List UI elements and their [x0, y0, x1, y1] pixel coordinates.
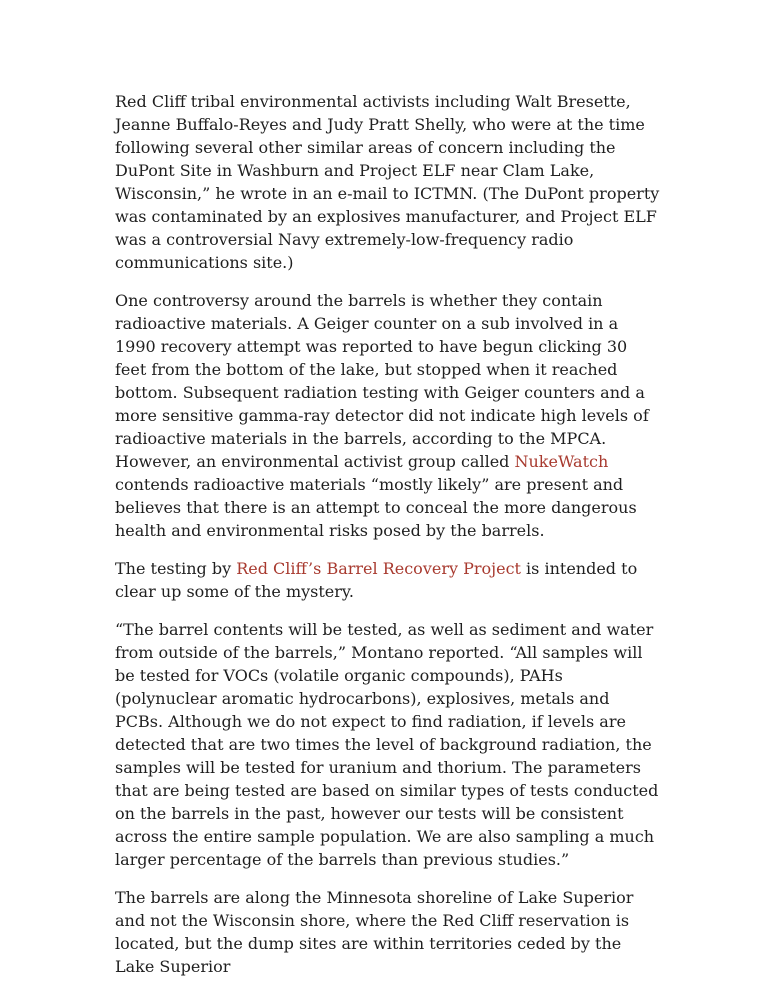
paragraph-text: The testing by	[115, 559, 237, 578]
barrel-recovery-project-link[interactable]: Red Cliff’s Barrel Recovery Project	[236, 559, 521, 578]
paragraph-2	[115, 289, 662, 542]
paragraph-text: Red Cliff tribal environmental activists including Walt Bresette, Jeanne Buffalo-Reyes and Judy Pratt Shelly, who were at the time following several other similar areas of concern including the DuPont Site in Washburn and Project ELF near Clam Lake, Wisconsin,” he wrote in an e-mail to ICTMN. (The DuPont property was contaminated by an explosives manufacturer, and Project ELF was a controversial Navy extremely-low-frequency radio communications site.)	[115, 92, 660, 272]
article-body	[115, 90, 662, 993]
paragraph-text: contends radioactive materials “mostly likely” are present and believes that there is an attempt to conceal the more dangerous health and environmental risks posed by the barrels.	[115, 475, 637, 540]
paragraph-text: is intended to clear up some of the mystery.	[115, 559, 638, 601]
paragraph-4	[115, 618, 662, 871]
paragraph-1	[115, 90, 662, 274]
paragraph-text: One controversy around the barrels is whether they contain radioactive materials. A Geiger counter on a sub involved in a 1990 recovery attempt was reported to have begun clicking 30 feet from the bottom of the lake, but stopped when it reached bottom. Subsequent radiation testing with Geiger counters and a more sensitive gamma-ray detector did not indicate high levels of radioactive materials in the barrels, according to the MPCA. However, an environmental activist group called	[115, 291, 649, 471]
nukewatch-link[interactable]: NukeWatch	[514, 452, 609, 471]
paragraph-3	[115, 557, 662, 603]
paragraph-5	[115, 886, 662, 978]
paragraph-text: “The barrel contents will be tested, as well as sediment and water from outside of the barrels,” Montano reported. “All samples will be tested for VOCs (volatile organic compounds), PAHs (polynuclear aromatic hydrocarbons), explosives, metals and PCBs. Although we do not expect to find radiation, if levels are detected that are two times the level of background radiation, the samples will be tested for uranium and thorium. The parameters that are being tested are based on similar types of tests conducted on the barrels in the past, however our tests will be consistent across the entire sample population. We are also sampling a much larger percentage of the barrels than previous studies.”	[115, 620, 659, 869]
paragraph-text: The barrels are along the Minnesota shoreline of Lake Superior and not the Wisconsin shore, where the Red Cliff reservation is located, but the dump sites are within territories ceded by the Lake Superior	[115, 888, 634, 976]
